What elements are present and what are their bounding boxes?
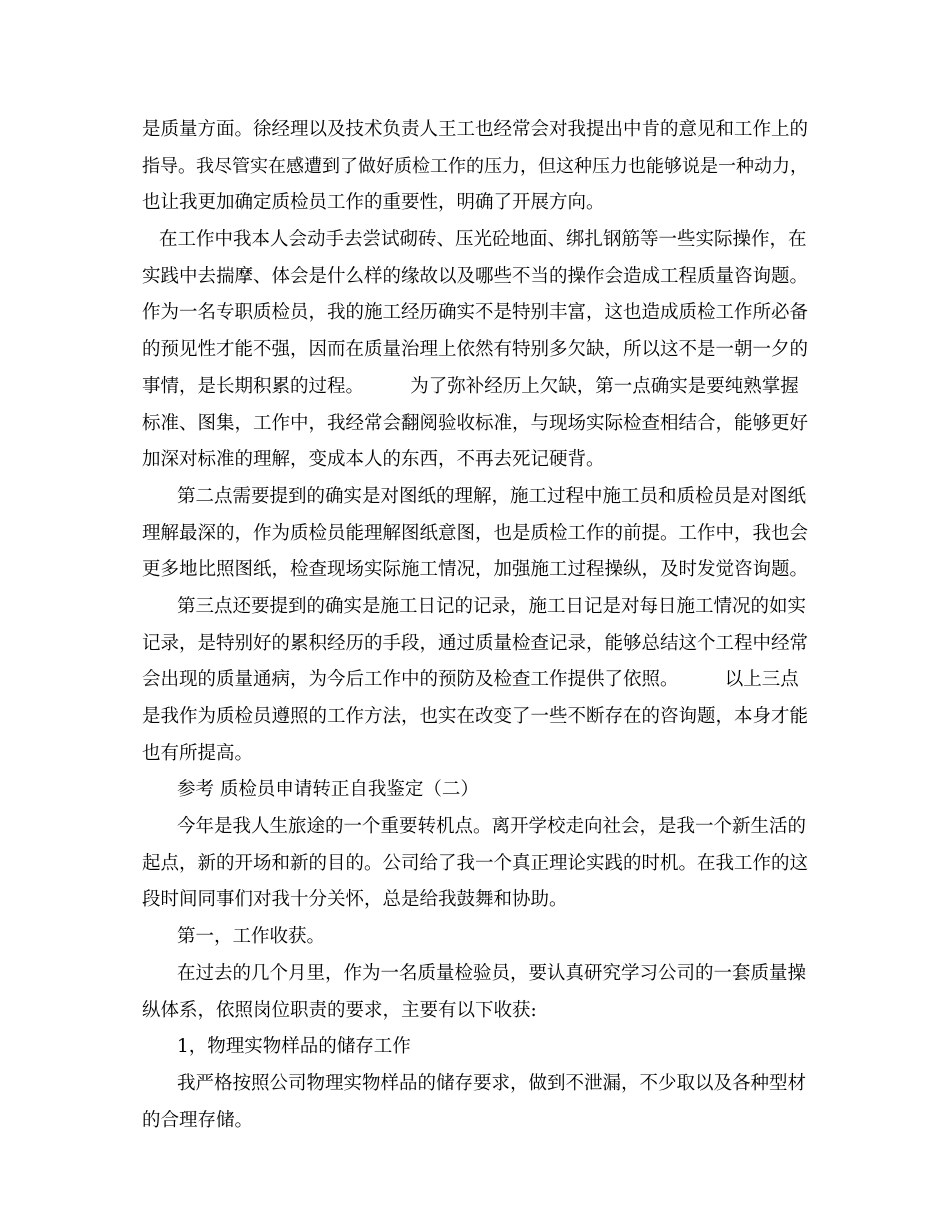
text-line: 理解最深的，作为质检员能理解图纸意图，也是质检工作的前提。工作中，我也会 [142,522,809,544]
paragraph-start-line: 我严格按照公司物理实物样品的储存要求，做到不泄漏，不少取以及各种型材 [177,1072,807,1094]
text-line: 是质量方面。徐经理以及技术负责人王工也经常会对我提出中肯的意见和工作上的 [142,119,809,140]
paragraph-start-line: 第三点还要提到的确实是施工日记的记录，施工日记是对每日施工情况的如实 [177,595,807,617]
text-line: 标准、图集，工作中，我经常会翻阅验收标准，与现场实际检查相结合，能够更好 [142,412,809,434]
text-line: 也有所提高。 [142,742,254,764]
text-line: 记录，是特别好的累积经历的手段，通过质量检查记录，能够总结这个工程中经常 [142,632,809,654]
text-line: 更多地比照图纸，检查现场实际施工情况，加强施工过程操纵，及时发觉咨询题。 [142,559,809,581]
text-line: 会出现的质量通病，为今后工作中的预防及检查工作提供了依照。 以上三点 [142,669,799,691]
text-line: 纵体系，依照岗位职责的要求，主要有以下收获: [142,999,537,1021]
text-line: 实践中去揣摩、体会是什么样的缘故以及哪些不当的操作会造成工程质量咨询题。 [142,265,809,287]
text-line: 指导。我尽管实在感遭到了做好质检工作的压力，但这种压力也能够说是一种动力， [142,155,808,177]
text-line: 起点，新的开场和新的目的。公司给了我一个真正理论实践的时机。在我工作的这 [142,852,809,874]
document-body [142,112,814,1139]
text-line: 事情，是长期积累的过程。 为了弥补经历上欠缺，第一点确实是要纯熟掌握 [142,375,799,397]
subsection-heading: 第一，工作收获。 [177,926,326,948]
text-line: 加深对标准的理解，变成本人的东西，不再去死记硬背。 [142,449,605,471]
paragraph-start-line: 第二点需要提到的确实是对图纸的理解，施工过程中施工员和质检员是对图纸 [177,485,807,507]
text-line: 是我作为质检员遵照的工作方法，也实在改变了一些不断存在的咨询题，本身才能 [142,706,809,727]
paragraph-start-line: 在工作中我本人会动手去尝试砌砖、压光砼地面、绑扎钢筋等一些实际操作，在 [159,229,807,251]
text-line: 的预见性才能不强，因而在质量治理上依然有特别多欠缺，所以这不是一朝一夕的 [142,339,809,361]
text-line: 作为一名专职质检员，我的施工经历确实不是特别丰富，这也造成质检工作所必备 [142,302,809,324]
text-line: 段时间同事们对我十分关怀，总是给我鼓舞和协助。 [142,889,568,911]
text-line: 的合理存储。 [142,1109,254,1131]
text-line: 也让我更加确定质检员工作的重要性，明确了开展方向。 [142,192,605,214]
paragraph-start-line: 在过去的几个月里，作为一名质量检验员，要认真研究学习公司的一套质量操 [177,962,807,984]
paragraph-start-line: 今年是我人生旅途的一个重要转机点。离开学校走向社会，是我一个新生活的 [177,816,807,838]
section-heading: 参考 质检员申请转正自我鉴定（二） [177,779,479,801]
list-item-heading: 1，物理实物样品的储存工作 [177,1036,411,1058]
